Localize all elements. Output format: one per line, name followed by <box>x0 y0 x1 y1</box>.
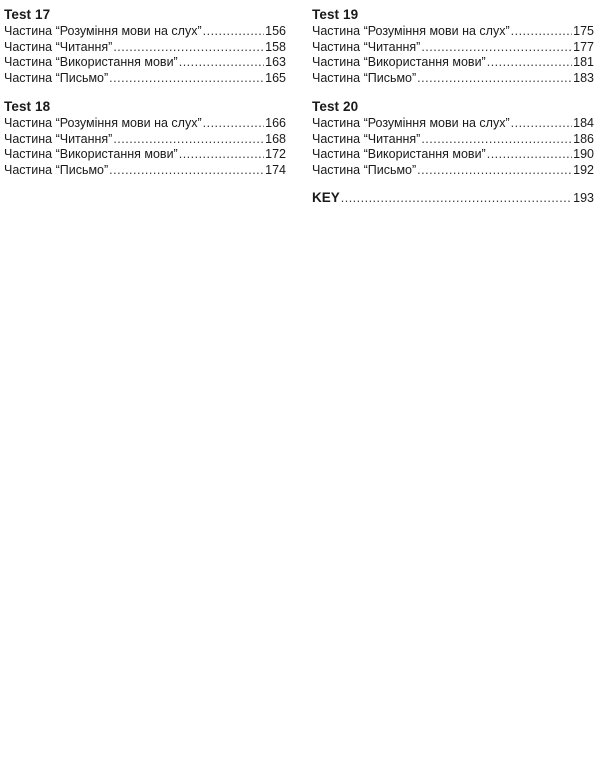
dot-leader <box>109 163 264 179</box>
toc-entry-key[interactable] <box>312 190 594 207</box>
toc-entry-page: 175 <box>573 24 594 38</box>
toc-key-label: KEY <box>312 190 340 205</box>
dot-leader <box>203 24 265 40</box>
toc-entry-page: 163 <box>265 55 286 69</box>
dot-leader <box>179 147 264 163</box>
toc-entry[interactable] <box>4 40 286 56</box>
toc-entry-label: Частина “Читання” <box>312 39 421 54</box>
test-title: Test 20 <box>312 99 359 114</box>
toc-entry-page: 177 <box>573 39 594 54</box>
toc-entry[interactable] <box>312 55 594 71</box>
toc-entry-page: 183 <box>573 70 594 85</box>
toc-entry-page: 172 <box>265 147 286 161</box>
toc-entry-page: 166 <box>265 116 286 130</box>
toc-entry[interactable] <box>312 132 594 148</box>
toc-entry[interactable] <box>312 147 594 163</box>
toc-entry-label: Частина “Письмо” <box>312 162 417 177</box>
dot-leader <box>113 132 264 148</box>
toc-entry-label: Частина “Використання мови” <box>312 147 486 161</box>
toc-entry-label: Частина “Розуміння мови на слух” <box>4 116 202 130</box>
dot-leader <box>421 40 572 56</box>
dot-leader <box>203 116 265 132</box>
toc-section-test-19 <box>312 6 594 86</box>
toc-entry-page: 174 <box>265 162 286 177</box>
test-title: Test 19 <box>312 7 359 22</box>
toc-entry-label: Частина “Читання” <box>312 131 421 146</box>
toc-entry-page: 192 <box>573 162 594 177</box>
toc-entry-label: Частина “Письмо” <box>4 70 109 85</box>
toc-entry-page: 168 <box>265 131 286 146</box>
toc-section-test-20 <box>312 98 594 178</box>
toc-entry-label: Частина “Письмо” <box>4 162 109 177</box>
toc-entry[interactable] <box>312 163 594 179</box>
toc-entry-label: Частина “Розуміння мови на слух” <box>312 24 510 38</box>
toc-entry[interactable] <box>4 71 286 87</box>
toc-right-column <box>312 6 594 207</box>
toc-entry-label: Частина “Використання мови” <box>4 147 178 161</box>
toc-section-test-18 <box>4 98 286 178</box>
dot-leader <box>417 71 572 87</box>
dot-leader <box>511 116 573 132</box>
toc-entry-label: Частина “Розуміння мови на слух” <box>4 24 202 38</box>
toc-entry-page: 186 <box>573 131 594 146</box>
toc-entry-page: 165 <box>265 70 286 85</box>
toc-entry[interactable] <box>312 40 594 56</box>
toc-entry-label: Частина “Читання” <box>4 39 113 54</box>
dot-leader <box>109 71 264 87</box>
toc-entry-page: 156 <box>265 24 286 38</box>
toc-entry-label: Частина “Письмо” <box>312 70 417 85</box>
toc-entry-page: 158 <box>265 39 286 54</box>
toc-left-column <box>4 6 286 190</box>
toc-entry-label: Частина “Розуміння мови на слух” <box>312 116 510 130</box>
toc-key-page: 193 <box>573 191 594 205</box>
toc-entry-page: 190 <box>573 147 594 161</box>
toc-entry[interactable] <box>4 147 286 163</box>
dot-leader <box>487 55 572 71</box>
dot-leader <box>417 163 572 179</box>
dot-leader <box>421 132 572 148</box>
toc-entry[interactable] <box>312 24 594 40</box>
dot-leader <box>487 147 572 163</box>
toc-entry-label: Частина “Читання” <box>4 131 113 146</box>
toc-entry[interactable] <box>4 163 286 179</box>
test-title: Test 17 <box>4 7 51 22</box>
toc-entry[interactable] <box>4 24 286 40</box>
toc-entry[interactable] <box>4 55 286 71</box>
dot-leader <box>511 24 573 40</box>
toc-entry[interactable] <box>4 132 286 148</box>
test-title: Test 18 <box>4 99 51 114</box>
dot-leader <box>113 40 264 56</box>
dot-leader <box>179 55 264 71</box>
toc-entry-page: 184 <box>573 116 594 130</box>
toc-entry[interactable] <box>312 116 594 132</box>
toc-entry[interactable] <box>4 116 286 132</box>
toc-section-test-17 <box>4 6 286 86</box>
toc-entry-page: 181 <box>573 55 594 69</box>
dot-leader <box>341 191 572 207</box>
toc-entry[interactable] <box>312 71 594 87</box>
toc-entry-label: Частина “Використання мови” <box>4 55 178 69</box>
toc-entry-label: Частина “Використання мови” <box>312 55 486 69</box>
